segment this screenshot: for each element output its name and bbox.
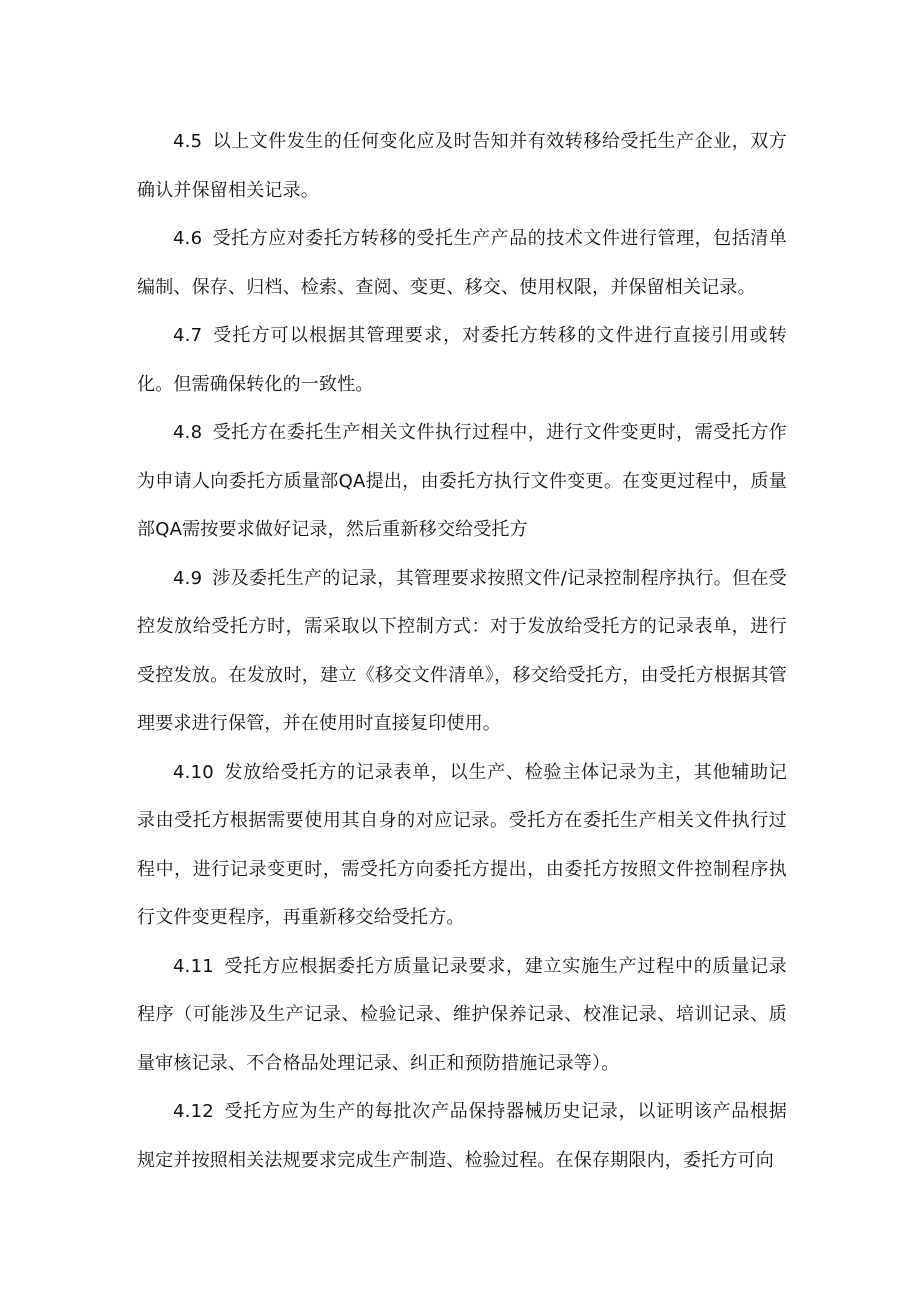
clause-text: 受托方在委托生产相关文件执行过程中，进行文件变更时，需受托方作为申请人向委托方质量部QA提出，由委托方执行文件变更。在变更过程中，质量部QA需按要求做好记录，然后重新移交给受托方 (137, 422, 787, 540)
clause-number: 4.6 (173, 228, 203, 249)
document-body (137, 118, 787, 1185)
paragraph-4-8 (137, 409, 787, 555)
clause-number: 4.10 (173, 761, 214, 783)
clause-number: 4.9 (173, 567, 203, 589)
clause-number: 4.12 (173, 1101, 214, 1122)
clause-number: 4.5 (173, 131, 203, 152)
clause-number: 4.7 (173, 325, 203, 346)
clause-text: 以上文件发生的任何变化应及时告知并有效转移给受托生产企业，双方确认并保留相关记录。 (137, 131, 787, 201)
clause-text: 受托方应为生产的每批次产品保持器械历史记录，以证明该产品根据规定并按照相关法规要求完成生产制造、检验过程。在保存期限内，委托方可向 (137, 1101, 787, 1171)
clause-number: 4.11 (173, 955, 214, 977)
paragraph-4-6 (137, 215, 787, 312)
paragraph-4-11 (137, 943, 787, 1089)
clause-text: 受托方可以根据其管理要求，对委托方转移的文件进行直接引用或转化。但需确保转化的一致性。 (137, 325, 787, 395)
clause-text: 发放给受托方的记录表单，以生产、检验主体记录为主，其他辅助记录由受托方根据需要使用其自身的对应记录。受托方在委托生产相关文件执行过程中，进行记录变更时，需受托方向委托方提出，由委托方按照文件控制程序执行文件变更程序，再重新移交给受托方。 (137, 761, 787, 928)
clause-text: 受托方应根据委托方质量记录要求，建立实施生产过程中的质量记录程序（可能涉及生产记录、检验记录、维护保养记录、校准记录、培训记录、质量审核记录、不合格品处理记录、纠正和预防措施记录等）。 (137, 955, 787, 1074)
paragraph-4-12 (137, 1088, 787, 1185)
paragraph-4-10 (137, 749, 787, 943)
clause-text: 受托方应对委托方转移的受托生产产品的技术文件进行管理，包括清单编制、保存、归档、检索、查阅、变更、移交、使用权限，并保留相关记录。 (137, 228, 787, 298)
paragraph-4-5 (137, 118, 787, 215)
clause-number: 4.8 (173, 422, 203, 443)
clause-text: 涉及委托生产的记录，其管理要求按照文件/记录控制程序执行。但在受控发放给受托方时，需采取以下控制方式：对于发放给受托方的记录表单，进行受控发放。在发放时，建立《移交文件清单》，移交给受托方，由受托方根据其管理要求进行保管，并在使用时直接复印使用。 (137, 567, 787, 734)
paragraph-4-9 (137, 555, 787, 749)
paragraph-4-7 (137, 312, 787, 409)
